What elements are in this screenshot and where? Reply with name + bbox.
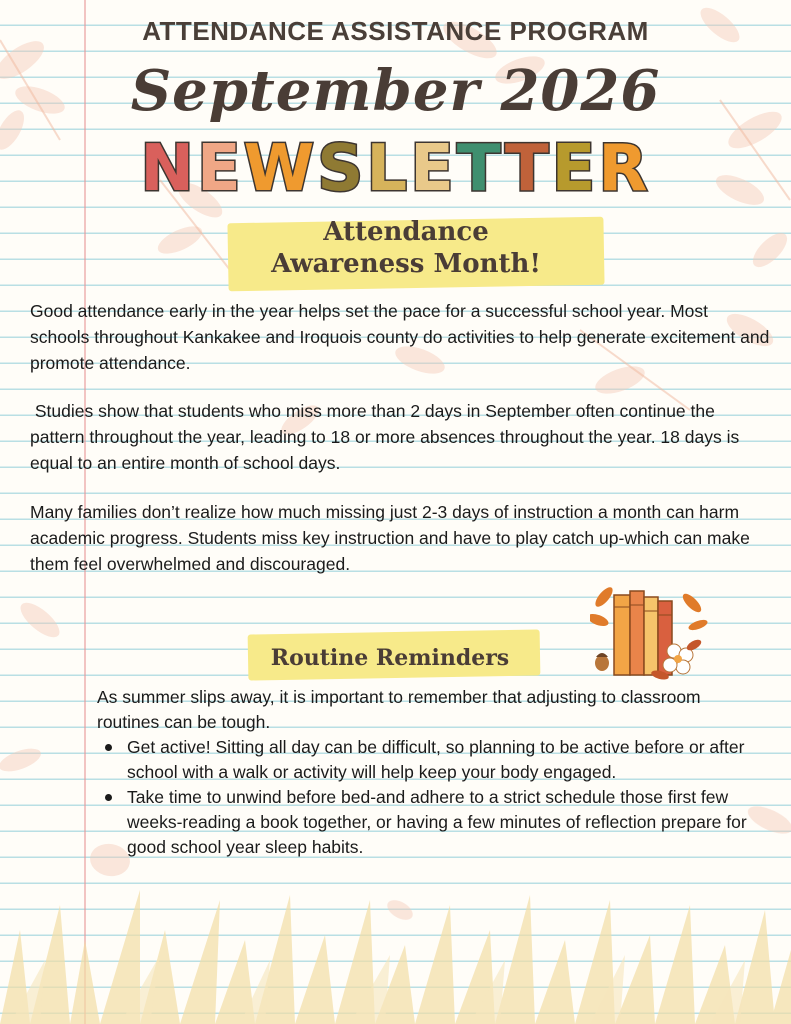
newsletter-letter: E [551, 132, 599, 206]
list-item [97, 735, 747, 785]
newsletter-letter: E [196, 132, 244, 206]
paragraph-good-attendance: Good attendance early in the year helps set the pace for a successful school year. Most schools throughout Kankakee and Iroquois county do activities to help generate excitement and promote attendance. [30, 301, 770, 373]
bullet-icon [105, 744, 112, 751]
bullet-icon [105, 794, 112, 801]
heading-line-1: Attendance [323, 217, 489, 247]
list-item [97, 785, 747, 860]
newsletter-letter: W [243, 132, 318, 206]
routine-bullet-list [97, 735, 747, 860]
paragraph-studies-show: Studies show that students who miss more than 2 days in September often continue the pattern throughout the year, leading to 18 or more absences throughout the year. 18 days is equal to an entire month of school days. [30, 401, 745, 473]
bullet-text: Take time to unwind before bed-and adhere to a strict schedule those first few weeks-reading a book together, or having a few minutes of reflection prepare for good school year sleep habits. [127, 787, 747, 857]
books-autumn-illustration [590, 575, 708, 685]
attendance-awareness-heading [228, 216, 584, 280]
newsletter-letter: T [504, 132, 552, 206]
bullet-text: Get active! Sitting all day can be difficult, so planning to be active before or after school with a walk or activity will help keep your body engaged. [127, 737, 745, 782]
paragraph-many-families: Many families don’t realize how much missing just 2-3 days of instruction a month can harm academic progress. Students miss key instruction and have to play catch up-which can make them feel overwhelmed and discouraged. [30, 502, 750, 574]
program-title: ATTENDANCE ASSISTANCE PROGRAM [142, 16, 649, 46]
routine-intro: As summer slips away, it is important to remember that adjusting to classroom routines can be tough. [97, 687, 701, 732]
newsletter-wordmark [0, 130, 791, 208]
newsletter-letter: L [366, 132, 411, 206]
newsletter-letter: T [456, 132, 505, 206]
routine-reminders-heading: Routine Reminders [270, 645, 510, 671]
heading-line-2: Awareness Month! [271, 249, 541, 279]
newsletter-letter: S [317, 132, 367, 206]
month-year-title: September 2026 [130, 58, 661, 124]
newsletter-letter: E [410, 132, 457, 206]
newsletter-letter: N [140, 132, 197, 206]
newsletter-letter: R [598, 132, 651, 206]
